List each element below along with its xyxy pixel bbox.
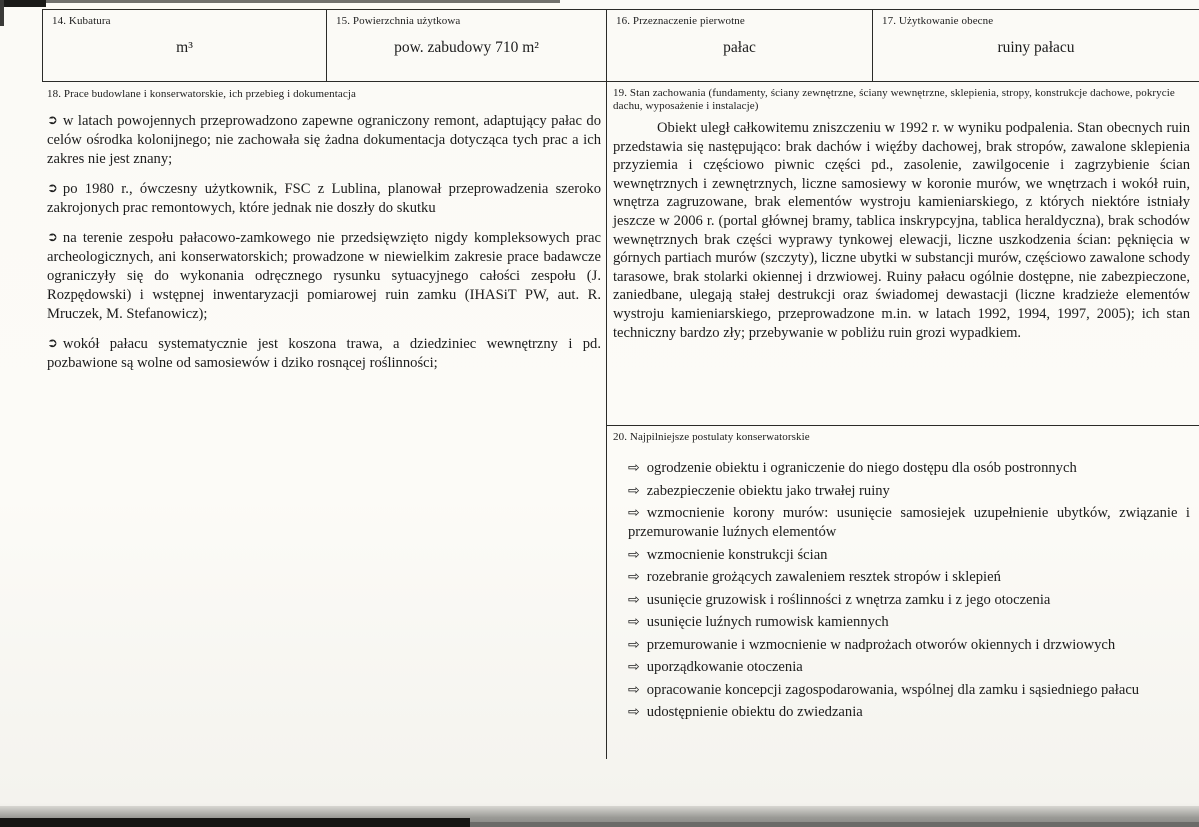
curved-arrow-bullet-icon: ➲ bbox=[47, 336, 58, 351]
works-note-text: wokół pałacu systematycznie jest koszona trawa, a dziedziniec wewnętrzny i pd. pozbawione są wolne od samosiewów i dziko rosnącej roślinności; bbox=[47, 336, 601, 371]
right-arrow-icon: ⇨ bbox=[628, 505, 640, 521]
section-18-header: 18. Prace budowlane i konserwatorskie, ich przebieg i dokumentacja bbox=[47, 88, 356, 100]
curved-arrow-bullet-icon: ➲ bbox=[47, 113, 58, 128]
field-15-value: pow. zabudowy 710 m² bbox=[394, 39, 539, 56]
section-19-20-divider bbox=[606, 425, 1199, 426]
postulate-item bbox=[628, 681, 1190, 700]
right-arrow-icon: ⇨ bbox=[628, 569, 640, 585]
field-17-label: 17. Użytkowanie obecne bbox=[882, 15, 994, 27]
right-arrow-icon: ⇨ bbox=[628, 704, 640, 720]
works-note-item bbox=[47, 112, 601, 169]
field-14-value: m³ bbox=[176, 39, 193, 56]
postulate-item bbox=[628, 482, 1190, 501]
postulate-text: przemurowanie i wzmocnienie w nadprożach otworów okiennych i drzwiowych bbox=[646, 636, 1116, 653]
postulate-item bbox=[628, 658, 1190, 677]
postulate-text: ogrodzenie obiektu i ograniczenie do niego dostępu dla osób postronnych bbox=[646, 460, 1077, 476]
section-20-postulaty bbox=[613, 431, 1190, 726]
curved-arrow-bullet-icon: ➲ bbox=[47, 181, 58, 196]
table-bottom-border bbox=[42, 81, 1199, 82]
scan-edge-top bbox=[0, 0, 560, 3]
works-note-item bbox=[47, 229, 601, 324]
works-note-text: na terenie zespołu pałacowo-zamkowego nie przedsięwzięto nigdy kompleksowych prac archeologicznych, ani konserwatorskich; prowadzone w niewielkim zakresie prace badawcze ograniczyły się do wykonania odręcznego rysunku sytuacyjnego całości zespołu (J. Rozpędowski) i wstępnej inwentaryzacji pomiarowej ruin zamku (IHASiT PW, aut. R. Mruczek, M. Stefanowicz); bbox=[47, 230, 601, 322]
postulate-item bbox=[628, 459, 1190, 478]
curved-arrow-bullet-icon: ➲ bbox=[47, 230, 58, 245]
condition-description: Obiekt uległ całkowitemu zniszczeniu w 1992 r. w wyniku podpalenia. Stan obecnych ruin przedstawia się następująco: brak dachów i więźby dachowej, brak stropów, zawalone sklepienia przyziemia i częściowo piwnic części pd., zasolenie, zawilgocenie i zagrzybienie ścian wewnętrznych i zewnętrznych, liczne samosiewy w koronie murów, we wnętrzach i wokół ruin, wnętrza zagruzowane, brak elementów wystroju kamieniarskiego, z których niektóre istniały jeszcze w 2006 r. (portal głównej bramy, tablica inskrypcyjna, tablica heraldyczna), brak schodów wewnętrznych brak części wyprawy tynkowej elewacji, liczne uszkodzenia ścian: pęknięcia w górnych partiach murów (szczyty), liczne ubytki w substancji murów, częściowo zawalone schody tarasowe, brak stolarki okiennej i drzwiowej. Ruiny pałacu ogólnie dostępne, nie zabezpieczone, zaniedbane, ulegają stałej destrukcji oraz świadomej dewastacji (liczne kradzieże elementów wystroju kamieniarskiego, przeprowadzone m.in. w latach 1992, 1994, 1997, 2005); ich stan techniczny bardzo zły; przebywanie w pobliżu ruin grozi wypadkiem. bbox=[613, 120, 1190, 341]
field-17-uzytkowanie bbox=[873, 10, 1199, 81]
postulate-text: usunięcie gruzowisk i roślinności z wnętrza zamku i z jego otoczenia bbox=[646, 591, 1051, 608]
field-17-value: ruiny pałacu bbox=[997, 39, 1075, 56]
postulate-text: wzmocnienie korony murów: usunięcie samosiejek uzupełnienie ubytków, związanie i przemurowanie luźnych elementów bbox=[628, 505, 1190, 540]
postulate-item bbox=[628, 504, 1190, 542]
right-arrow-icon: ⇨ bbox=[628, 482, 640, 499]
works-note-item bbox=[47, 335, 601, 373]
postulate-item bbox=[628, 703, 1190, 722]
right-arrow-icon: ⇨ bbox=[628, 546, 640, 563]
works-note-text: w latach powojennych przeprowadzono zapewne ograniczony remont, adaptujący pałac do celów ośrodka kolonijnego; nie zachowała się żadna dokumentacja dotycząca tych prac a ich zakres nie jest znany; bbox=[47, 113, 601, 167]
postulate-list bbox=[613, 459, 1190, 722]
scan-edge-left bbox=[0, 0, 4, 26]
scan-edge-bottom-mid bbox=[470, 822, 1199, 827]
field-16-value: pałac bbox=[723, 39, 756, 56]
postulate-item bbox=[628, 591, 1190, 610]
section-20-header: 20. Najpilniejsze postulaty konserwatorskie bbox=[613, 431, 810, 443]
section-19-header: 19. Stan zachowania (fundamenty, ściany zewnętrzne, ściany wewnętrzne, sklepienia, stropy, konstrukcje dachowe, pokrycie dachu, wyposażenie i instalacje) bbox=[613, 87, 1175, 112]
right-arrow-icon: ⇨ bbox=[628, 591, 640, 608]
scan-edge-top-left bbox=[0, 0, 46, 7]
scan-edge-bottom-dark bbox=[0, 818, 470, 827]
right-arrow-icon: ⇨ bbox=[628, 681, 640, 698]
postulate-item bbox=[628, 568, 1190, 587]
postulate-item bbox=[628, 636, 1190, 655]
section-19-stan-zachowania bbox=[613, 87, 1190, 342]
postulate-text: usunięcie luźnych rumowisk kamiennych bbox=[646, 614, 889, 630]
field-16-przeznaczenie bbox=[607, 10, 872, 81]
column-divider bbox=[606, 81, 607, 759]
field-16-label: 16. Przeznaczenie pierwotne bbox=[616, 15, 745, 27]
works-note-item bbox=[47, 180, 601, 218]
works-note-text: po 1980 r., ówczesny użytkownik, FSC z Lublina, planował przeprowadzenia szeroko zakrojonych prac remontowych, które jednak nie doszły do skutku bbox=[47, 181, 601, 216]
field-15-label: 15. Powierzchnia użytkowa bbox=[336, 15, 461, 27]
field-14-label: 14. Kubatura bbox=[52, 15, 111, 27]
section-18-prace-budowlane bbox=[47, 88, 601, 373]
field-14-kubatura bbox=[43, 10, 326, 81]
right-arrow-icon: ⇨ bbox=[628, 460, 640, 476]
postulate-text: wzmocnienie konstrukcji ścian bbox=[646, 546, 828, 563]
postulate-text: opracowanie koncepcji zagospodarowania, wspólnej dla zamku i sąsiedniego pałacu bbox=[646, 681, 1140, 698]
postulate-text: rozebranie grożących zawaleniem resztek stropów i sklepień bbox=[646, 569, 1001, 585]
postulate-text: zabezpieczenie obiektu jako trwałej ruiny bbox=[646, 482, 890, 499]
right-arrow-icon: ⇨ bbox=[628, 659, 640, 675]
postulate-item bbox=[628, 613, 1190, 632]
right-arrow-icon: ⇨ bbox=[628, 636, 640, 653]
postulate-item bbox=[628, 546, 1190, 565]
right-arrow-icon: ⇨ bbox=[628, 614, 640, 630]
field-15-powierzchnia bbox=[327, 10, 606, 81]
postulate-text: uporządkowanie otoczenia bbox=[646, 659, 803, 675]
postulate-text: udostępnienie obiektu do zwiedzania bbox=[646, 704, 863, 720]
